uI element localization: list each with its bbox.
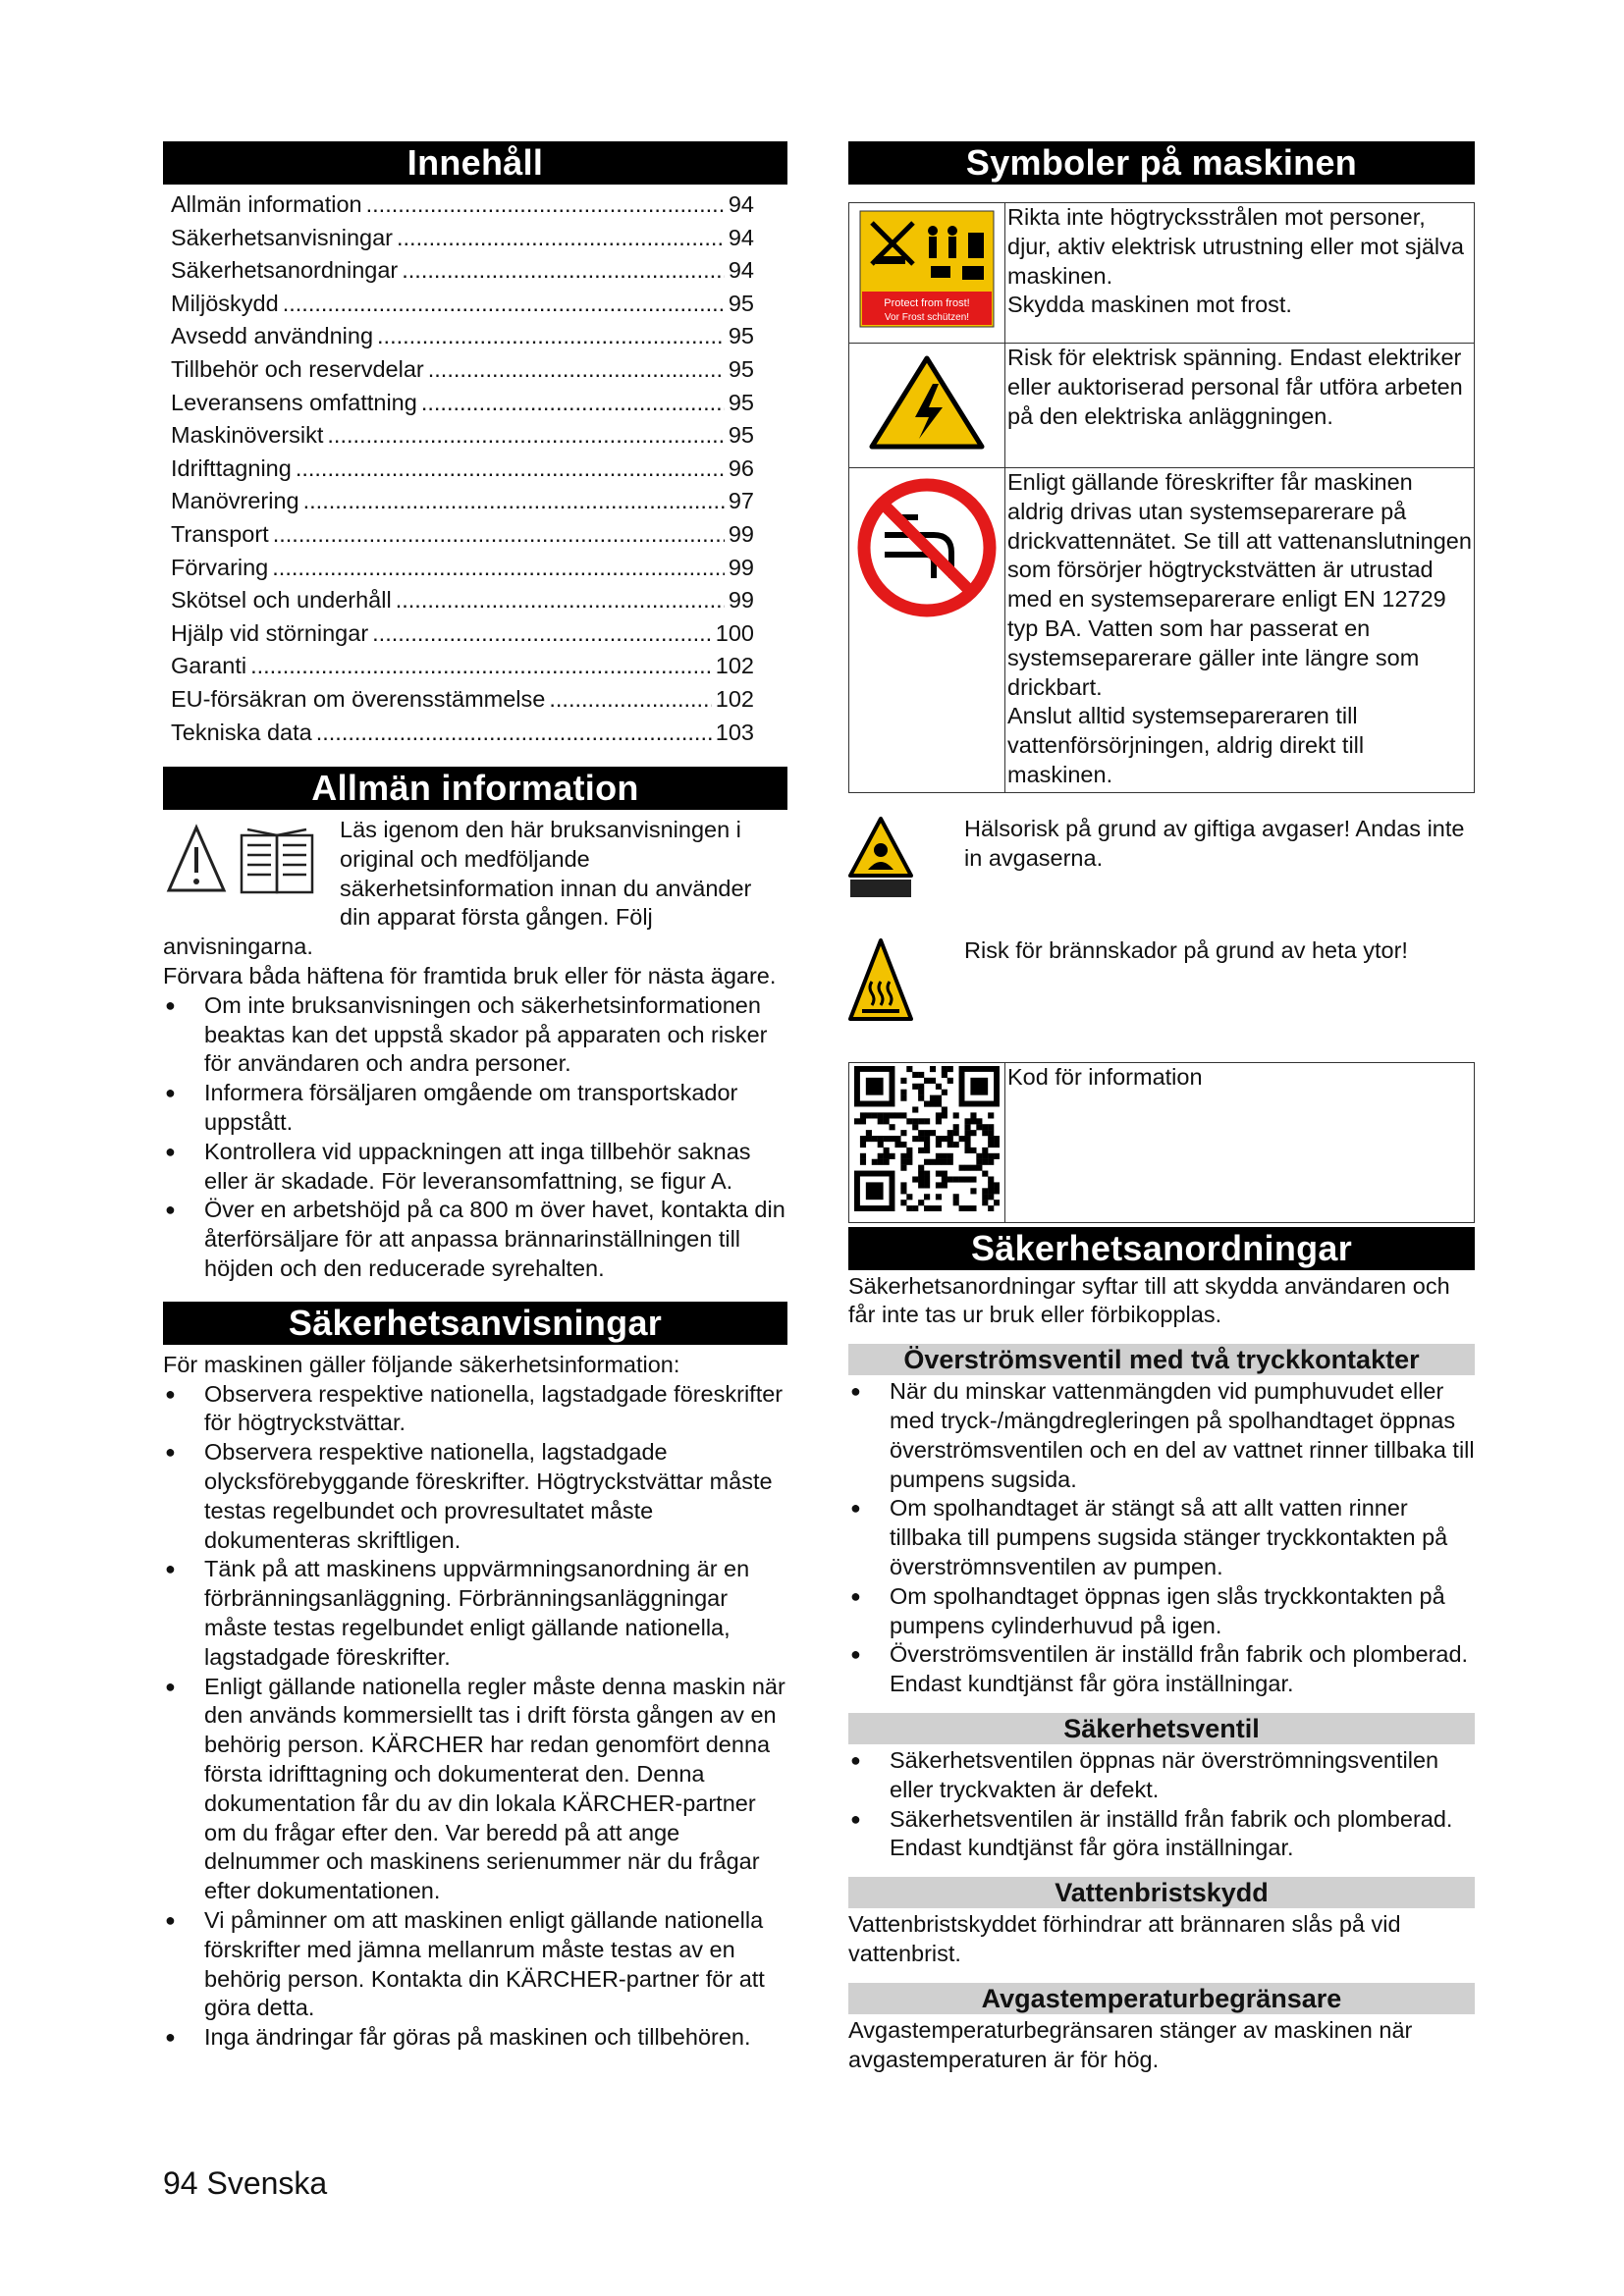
toc-entry-page: 94	[728, 224, 754, 250]
toc-entry-page: 103	[715, 719, 754, 745]
toc-leader-dots	[283, 288, 725, 321]
warning-text-hot: Risk för brännskador på grund av heta ytor!	[964, 936, 1408, 963]
qr-text: Kod för information	[1007, 1063, 1203, 1090]
safety-instructions-intro: För maskinen gäller följande säkerhetsinformation:	[163, 1351, 680, 1377]
manual-book-icon	[242, 829, 312, 892]
toc-entry[interactable]	[171, 387, 787, 420]
list-item: ● När du minskar vattenmängden vid pumphuvudet eller med tryck-/mängdregleringen på spolhandtaget öppnas överströmsventilen och en del av vattnet rinner tillbaka till pumpens sugsida.	[848, 1377, 1475, 1494]
safety-valve-list	[848, 1746, 1475, 1863]
toc-entry-label: Miljöskydd	[171, 290, 279, 316]
symbols-table	[848, 202, 1475, 793]
toc-leader-dots	[327, 419, 724, 453]
safety-devices-intro: Säkerhetsanordningar syftar till att skydda användaren och får inte tas ur bruk eller förbikopplas.	[848, 1272, 1450, 1328]
toc-entry-page: 95	[728, 290, 754, 316]
general-info-heading: Allmän information	[163, 767, 787, 810]
toc-leader-dots	[273, 518, 725, 552]
toc-leader-dots	[397, 222, 725, 255]
page-number: 94	[163, 2165, 198, 2201]
toc-entry[interactable]	[171, 717, 787, 750]
toc-entry-label: Idrifttagning	[171, 454, 292, 481]
list-item: ● Tänk på att maskinens uppvärmningsanordning är en förbränningsanläggning. Förbränningsanläggningar måste testas regelbundet enligt gällande nationella, lagstadgade föreskrifter.	[163, 1555, 787, 1672]
general-intro-text: Läs igenom den här bruksanvisningen i original och medföljande säkerhetsinformation innan du använder din apparat första gången. Följ anvisningarna.	[163, 817, 752, 960]
symbol-text: Rikta inte högtrycksstrålen mot personer, djur, aktiv elektrisk utrustning eller mot själva maskinen. Skydda maskinen mot frost.	[1007, 204, 1464, 318]
toc-entry[interactable]	[171, 419, 787, 453]
toc-entry-label: Transport	[171, 520, 269, 547]
toc-entry[interactable]	[171, 222, 787, 255]
no-drinking-water-connection-icon	[855, 476, 999, 619]
toc-entry[interactable]	[171, 584, 787, 617]
toc-heading: Innehåll	[163, 141, 787, 185]
list-item: ● Säkerhetsventilen är inställd från fabrik och plomberad. Endast kundtjänst får göra inställningar.	[848, 1805, 1475, 1864]
toc-entry[interactable]	[171, 188, 787, 222]
warning-row-hot	[848, 936, 1475, 1033]
hot-surface-icon	[848, 936, 913, 1025]
qr-table	[848, 1062, 1475, 1223]
general-keep-text: Förvara båda häftena för framtida bruk eller för nästa ägare.	[163, 963, 777, 989]
safety-devices-heading: Säkerhetsanordningar	[848, 1227, 1475, 1270]
list-item: ● Vi påminner om att maskinen enligt gällande nationella förskrifter med jämna mellanrum måste testas av en behörig person. Kontakta din KÄRCHER-partner för att göra detta.	[163, 1906, 787, 2023]
toxic-fumes-icon	[848, 815, 913, 899]
toc-entry-label: Maskinöversikt	[171, 422, 324, 449]
toc-leader-dots	[402, 254, 725, 288]
warning-triangle-icon	[169, 828, 224, 890]
toc-entry-label: Förvaring	[171, 554, 269, 580]
list-item: ● Inga ändringar får göras på maskinen och tillbehören.	[163, 2023, 787, 2053]
toc-leader-dots	[366, 188, 725, 222]
table-of-contents	[163, 185, 787, 749]
toc-entry-label: Avsedd användning	[171, 323, 374, 349]
toc-leader-dots	[428, 353, 725, 387]
exhaust-temp-text: Avgastemperaturbegränsaren stänger av maskinen när avgastemperaturen är för hög.	[848, 2016, 1413, 2072]
svg-text:Vor Frost schützen!: Vor Frost schützen!	[884, 312, 970, 324]
toc-leader-dots	[421, 387, 725, 420]
qr-code-icon	[854, 1066, 1000, 1211]
toc-entry[interactable]	[171, 320, 787, 353]
warning-row-toxic	[848, 815, 1475, 907]
list-item: ● Kontrollera vid uppackningen att inga tillbehör saknas eller är skadade. För leveransomfattning, se figur A.	[163, 1138, 787, 1197]
toc-leader-dots	[303, 485, 725, 518]
exhaust-temp-heading: Avgastemperaturbegränsare	[848, 1983, 1475, 2014]
svg-text:Protect from frost!: Protect from frost!	[884, 297, 970, 310]
symbol-row	[849, 344, 1475, 468]
list-item: ● Observera respektive nationella, lagstadgade olycksförebyggande föreskrifter. Högtryckstvättar måste testas regelbundet och provresultatet måste dokumenteras skriftligen.	[163, 1438, 787, 1555]
list-item: ● Om spolhandtaget öppnas igen slås tryckkontakten på pumpens cylinderhuvud på igen.	[848, 1582, 1475, 1641]
toc-leader-dots	[396, 584, 725, 617]
toc-entry[interactable]	[171, 683, 787, 717]
toc-entry[interactable]	[171, 617, 787, 651]
toc-entry-label: Tillbehör och reservdelar	[171, 355, 424, 382]
read-manual-icons	[163, 816, 336, 904]
toc-entry-page: 96	[728, 454, 754, 481]
toc-leader-dots	[549, 683, 711, 717]
list-item: ● Om spolhandtaget är stängt så att allt vatten rinner tillbaka till pumpens sugsida stänger tryckkontakten på överströmnsventilen av pumpen.	[848, 1494, 1475, 1581]
page-footer	[163, 2164, 327, 2202]
overflow-valve-list	[848, 1377, 1475, 1699]
toc-leader-dots	[272, 552, 725, 585]
water-shortage-heading: Vattenbristskydd	[848, 1877, 1475, 1908]
toc-entry-page: 102	[715, 685, 754, 712]
toc-entry[interactable]	[171, 518, 787, 552]
toc-entry-page: 99	[728, 554, 754, 580]
safety-valve-heading: Säkerhetsventil	[848, 1713, 1475, 1744]
toc-entry-page: 95	[728, 422, 754, 449]
toc-leader-dots	[316, 717, 712, 750]
toc-entry-page: 95	[728, 323, 754, 349]
general-bullet-list	[163, 991, 787, 1284]
list-item: ● Om inte bruksanvisningen och säkerhetsinformationen beaktas kan det uppstå skador på apparaten och risker för användaren och andra personer.	[163, 991, 787, 1079]
toc-entry-label: Säkerhetsanvisningar	[171, 224, 393, 250]
safety-instructions-heading: Säkerhetsanvisningar	[163, 1302, 787, 1345]
toc-entry-page: 94	[728, 257, 754, 284]
list-item: ● Överströmsventilen är inställd från fabrik och plomberad. Endast kundtjänst får göra inställningar.	[848, 1640, 1475, 1699]
toc-leader-dots	[372, 617, 712, 651]
toc-entry-page: 94	[728, 191, 754, 217]
no-spray-at-people-frost-icon	[858, 209, 996, 329]
toc-leader-dots	[377, 320, 725, 353]
toc-entry-page: 99	[728, 587, 754, 614]
list-item: ● Informera försäljaren omgående om transportskador uppstått.	[163, 1079, 787, 1138]
left-column	[163, 141, 787, 2053]
list-item: ● Säkerhetsventilen öppnas när överströmningsventilen eller tryckvakten är defekt.	[848, 1746, 1475, 1805]
toc-entry-label: Skötsel och underhåll	[171, 587, 392, 614]
toc-entry-page: 97	[728, 488, 754, 514]
water-shortage-text: Vattenbristskyddet förhindrar att brännaren slås på vid vattenbrist.	[848, 1911, 1401, 1966]
toc-entry-label: EU-försäkran om överensstämmelse	[171, 685, 546, 712]
toc-entry-label: Leveransens omfattning	[171, 389, 417, 415]
electric-hazard-icon	[868, 352, 986, 451]
list-item: ● Enligt gällande nationella regler måste denna maskin när den används kommersiellt tas i drift första gången av en behörig person. KÄRCHER har redan genomfört denna första idrifttagning och dokumenterat den. Denna dokumentation får du av din lokala KÄRCHER-partner om du frågar efter den. Var beredd på att ange delnummer och maskinens serienummer när du frågar efter dokumentationen.	[163, 1673, 787, 1906]
toc-entry[interactable]	[171, 288, 787, 321]
footer-language: Svenska	[206, 2165, 328, 2201]
list-item: ● Observera respektive nationella, lagstadgade föreskrifter för högtryckstvättar.	[163, 1380, 787, 1439]
toc-entry-label: Tekniska data	[171, 719, 312, 745]
toc-entry[interactable]	[171, 453, 787, 486]
symbol-text: Risk för elektrisk spänning. Endast elektriker eller auktoriserad personal får utföra arbeten på den elektriska anläggningen.	[1007, 345, 1463, 429]
safety-instructions-list	[163, 1380, 787, 2053]
warning-text-toxic: Hälsorisk på grund av giftiga avgaser! Andas inte in avgaserna.	[964, 816, 1465, 871]
toc-entry-label: Allmän information	[171, 191, 362, 217]
overflow-valve-heading: Överströmsventil med två tryckkontakter	[848, 1344, 1475, 1375]
toc-entry-page: 95	[728, 389, 754, 415]
symbol-row	[849, 468, 1475, 793]
toc-entry-page: 99	[728, 520, 754, 547]
toc-entry-label: Garanti	[171, 653, 247, 679]
right-column	[848, 141, 1475, 2074]
toc-entry-label: Säkerhetsanordningar	[171, 257, 399, 284]
toc-entry[interactable]	[171, 254, 787, 288]
toc-entry-page: 100	[715, 619, 754, 646]
toc-entry-page: 102	[715, 653, 754, 679]
toc-entry-label: Manövrering	[171, 488, 299, 514]
toc-entry[interactable]	[171, 552, 787, 585]
toc-leader-dots	[250, 650, 712, 683]
toc-entry-label: Hjälp vid störningar	[171, 619, 369, 646]
toc-entry[interactable]	[171, 485, 787, 518]
list-item: ● Över en arbetshöjd på ca 800 m över havet, kontakta din återförsäljare för att anpassa brännarinställningen till höjden och den reducerade syrehalten.	[163, 1196, 787, 1283]
symbol-text: Enligt gällande föreskrifter får maskinen aldrig drivas utan systemseparerare på drickvattennätet. Se till att vattenanslutningen som försörjer högtryckstvätten är utrustad med en systemseparerare enligt EN 12729 typ BA. Vatten som har passerat en systemseparerare gäller inte längre som drickbart. Anslut alltid systemsepareraren till vattenförsörjningen, aldrig direkt till maskinen.	[1007, 469, 1472, 787]
general-intro	[163, 816, 787, 962]
toc-entry-page: 95	[728, 355, 754, 382]
toc-leader-dots	[296, 453, 725, 486]
symbol-row	[849, 203, 1475, 344]
symbols-heading: Symboler på maskinen	[848, 141, 1475, 185]
toc-entry[interactable]	[171, 650, 787, 683]
toc-entry[interactable]	[171, 353, 787, 387]
